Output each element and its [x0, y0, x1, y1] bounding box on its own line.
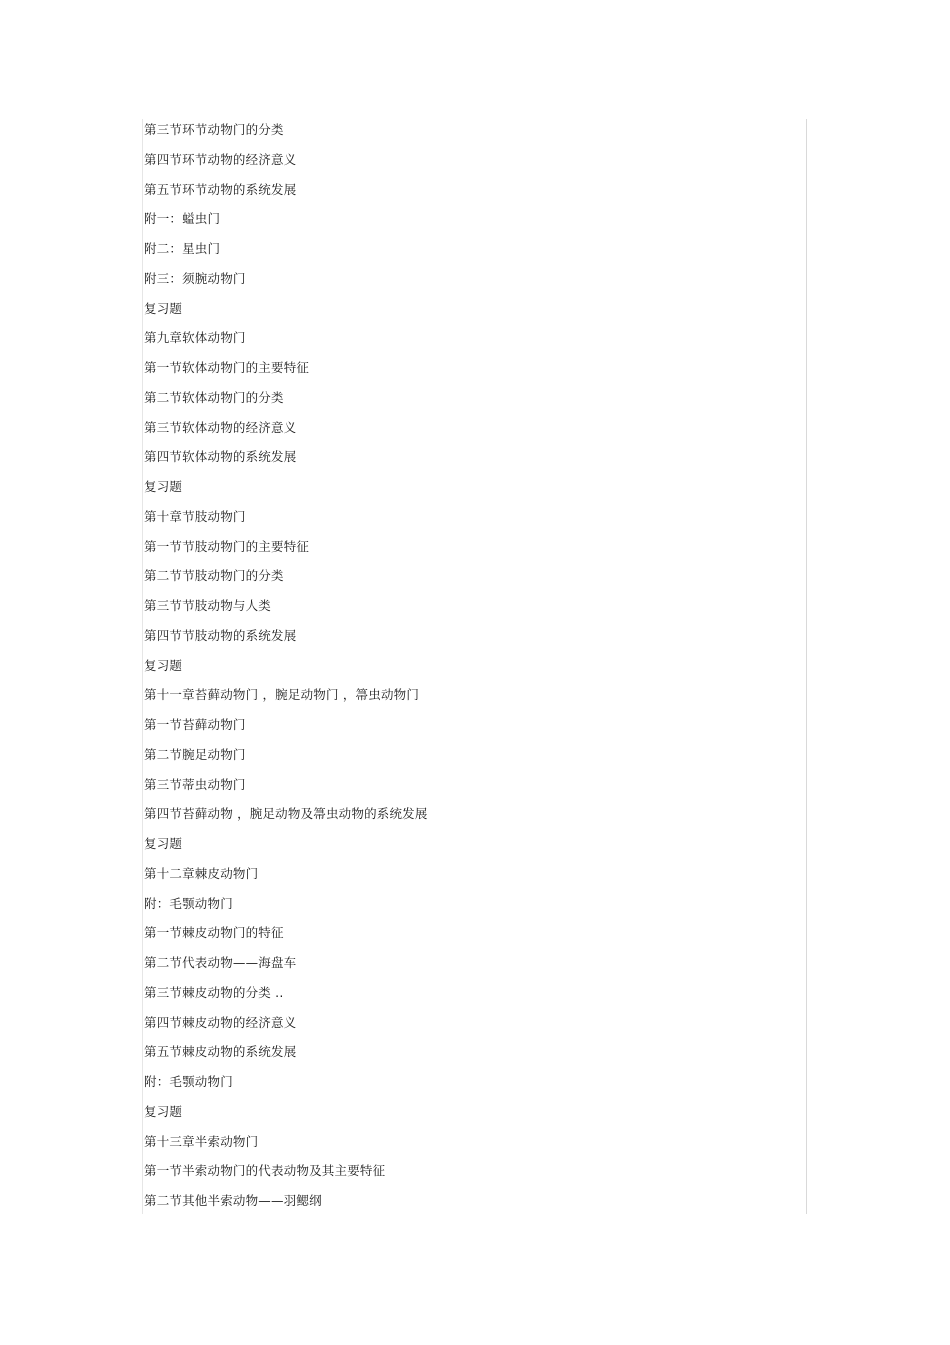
toc-entry: 第十二章棘皮动物门 — [144, 865, 259, 881]
toc-entry: 第二节其他半索动物——羽鳃纲 — [144, 1193, 322, 1208]
toc-entry: 第十三章半索动物门 — [144, 1133, 259, 1149]
toc-entry: 附：毛颚动物门 — [144, 895, 233, 911]
toc-entry: 第一节半索动物门的代表动物及其主要特征 — [144, 1163, 386, 1179]
toc-entry: 第三节棘皮动物的分类 .. — [144, 984, 284, 1000]
toc-entry: 复习题 — [144, 1103, 183, 1119]
toc-entry: 复习题 — [144, 300, 183, 316]
toc-entry: 第二节腕足动物门 — [144, 746, 246, 762]
toc-entry: 第四节软体动物的系统发展 — [144, 449, 297, 465]
toc-entry: 第三节节肢动物与人类 — [144, 598, 272, 613]
toc-entry: 复习题 — [144, 657, 183, 673]
toc-entry: 第十章节肢动物门 — [144, 508, 246, 524]
toc-entry: 第四节苔藓动物 ，腕足动物及箒虫动物的系统发展 — [144, 806, 428, 822]
toc-entry: 第三节环节动物门的分类 — [144, 122, 284, 137]
toc-entry: 第二节软体动物门的分类 — [144, 389, 284, 405]
toc-entry: 第二节代表动物——海盘车 — [144, 955, 297, 970]
left-margin-rule — [142, 119, 143, 1214]
toc-entry: 复习题 — [144, 836, 183, 851]
toc-entry: 第一节节肢动物门的主要特征 — [144, 538, 310, 554]
toc-entry: 第五节环节动物的系统发展 — [144, 181, 297, 197]
toc-entry: 第五节棘皮动物的系统发展 — [144, 1044, 297, 1060]
toc-entry: 附：毛颚动物门 — [144, 1074, 233, 1089]
toc-entry: 复习题 — [144, 479, 183, 494]
toc-entry: 第四节环节动物的经济意义 — [144, 151, 297, 167]
toc-entry: 第一节软体动物门的主要特征 — [144, 360, 310, 375]
toc-entry: 附一：螠虫门 — [144, 211, 221, 227]
toc-entry: 第二节节肢动物门的分类 — [144, 568, 284, 584]
toc-entry: 第十一章苔藓动物门 ，腕足动物门 ，箒虫动物门 — [144, 687, 420, 703]
toc-entry: 第一节苔藓动物门 — [144, 717, 246, 732]
toc-entry: 第三节软体动物的经济意义 — [144, 419, 297, 435]
toc-entry: 附二：星虫门 — [144, 241, 221, 256]
toc-entry: 第一节棘皮动物门的特征 — [144, 925, 284, 941]
toc-entry: 第九章软体动物门 — [144, 330, 246, 346]
right-margin-rule — [806, 119, 807, 1214]
table-of-contents — [144, 119, 428, 1220]
toc-entry: 第四节棘皮动物的经济意义 — [144, 1014, 297, 1030]
toc-entry: 第四节节肢动物的系统发展 — [144, 627, 297, 643]
toc-entry: 第三节蒂虫动物门 — [144, 776, 246, 792]
toc-entry: 附三：须腕动物门 — [144, 270, 246, 286]
